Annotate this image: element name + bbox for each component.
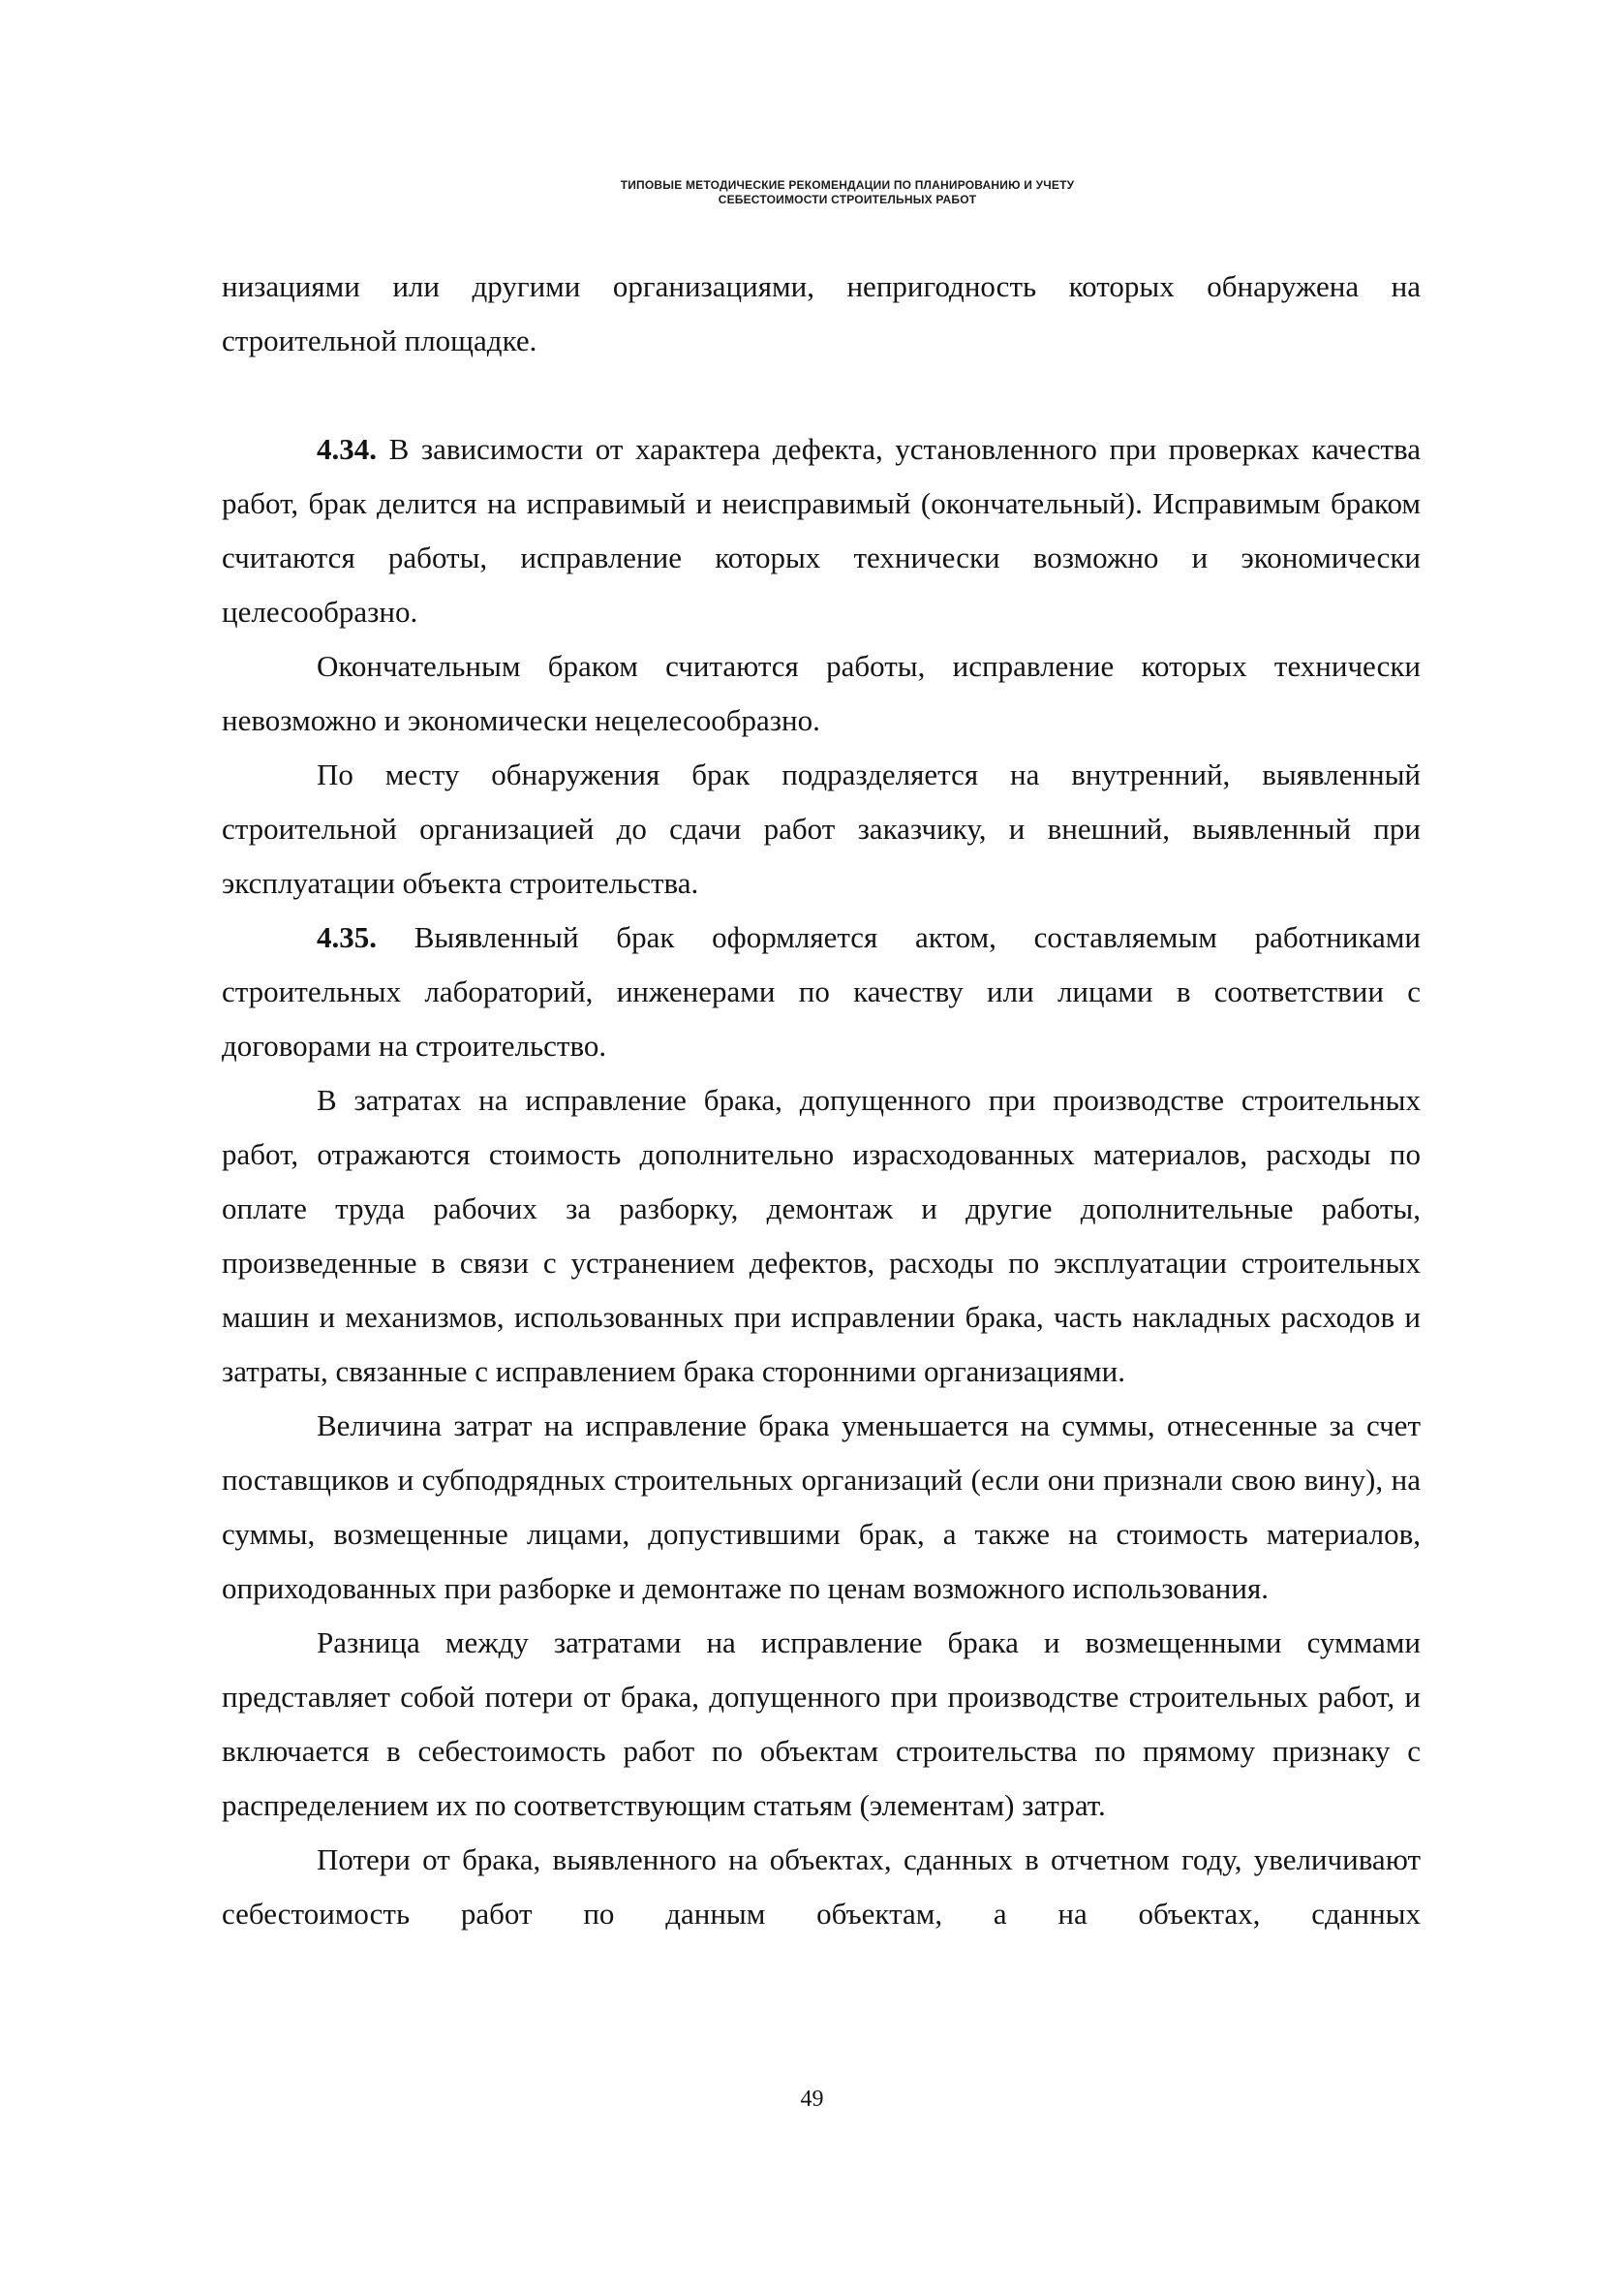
paragraph-4-34-text: В зависимости от характера дефекта, установленного при проверках качества работ, брак делится на исправимый и неисправимый (окончательный). Исправимым браком считаются работы, исправление которых технически возможно и экономически целесообразно. (222, 432, 1421, 629)
paragraph-4-35-text: Выявленный брак оформляется актом, составляемым работниками строительных лабораторий, инженерами по качеству или лицами в соответствии с договорами на строительство. (222, 920, 1421, 1063)
document-body (222, 260, 1421, 1941)
running-header (542, 178, 1152, 207)
paragraph-reporting-year: Потери от брака, выявленного на объектах, сданных в отчетном году, увеличивают себестоимость работ по данным объектам, а на объектах, сданных (222, 1842, 1421, 1931)
paragraph-continuation: низациями или другими организациями, непригодность которых обнаружена на строительной площадке. (222, 269, 1421, 357)
running-header-line-1: ТИПОВЫЕ МЕТОДИЧЕСКИЕ РЕКОМЕНДАЦИИ ПО ПЛАНИРОВАНИЮ И УЧЕТУ (620, 178, 1075, 192)
paragraph-final-defect: Окончательным браком считаются работы, исправление которых технически невозможно и экономически нецелесообразно. (222, 649, 1421, 737)
paragraph-cost-reduction: Величина затрат на исправление брака уменьшается на суммы, отнесенные за счет поставщиков и субподрядных строительных организаций (если они признали свою вину), на суммы, возмещенные лицами, допустившими брак, а также на стоимость материалов, оприходованных при разборке и демонтаже по ценам возможного использования. (222, 1408, 1421, 1605)
section-number-4-35: 4.35. (317, 920, 377, 954)
paragraph-4-35 (222, 911, 1421, 1073)
paragraph-defect-losses: Разница между затратами на исправление брака и возмещенными суммами представляет собой потери от брака, допущенного при производстве строительных работ, и включается в себестоимость работ по объектам строительства по прямому признаку с распределением их по соответствующим статьям (элементам) затрат. (222, 1625, 1421, 1822)
paragraph-correction-costs: В затратах на исправление брака, допущенного при производстве строительных работ, отражаются стоимость дополнительно израсходованных материалов, расходы по оплате труда рабочих за разборку, демонтаж и другие дополнительные работы, произведенные в связи с устранением дефектов, расходы по эксплуатации строительных машин и механизмов, использованных при исправлении брака, часть накладных расходов и затраты, связанные с исправлением брака сторонними организациями. (222, 1083, 1421, 1388)
paragraph-defect-location: По месту обнаружения брак подразделяется на внутренний, выявленный строительной организацией до сдачи работ заказчику, и внешний, выявленный при эксплуатации объекта строительства. (222, 758, 1421, 900)
section-number-4-34: 4.34. (317, 432, 377, 466)
running-header-line-2: СЕБЕСТОИМОСТИ СТРОИТЕЛЬНЫХ РАБОТ (718, 193, 977, 206)
page-number: 49 (800, 2087, 824, 2112)
paragraph-4-34 (222, 422, 1421, 639)
